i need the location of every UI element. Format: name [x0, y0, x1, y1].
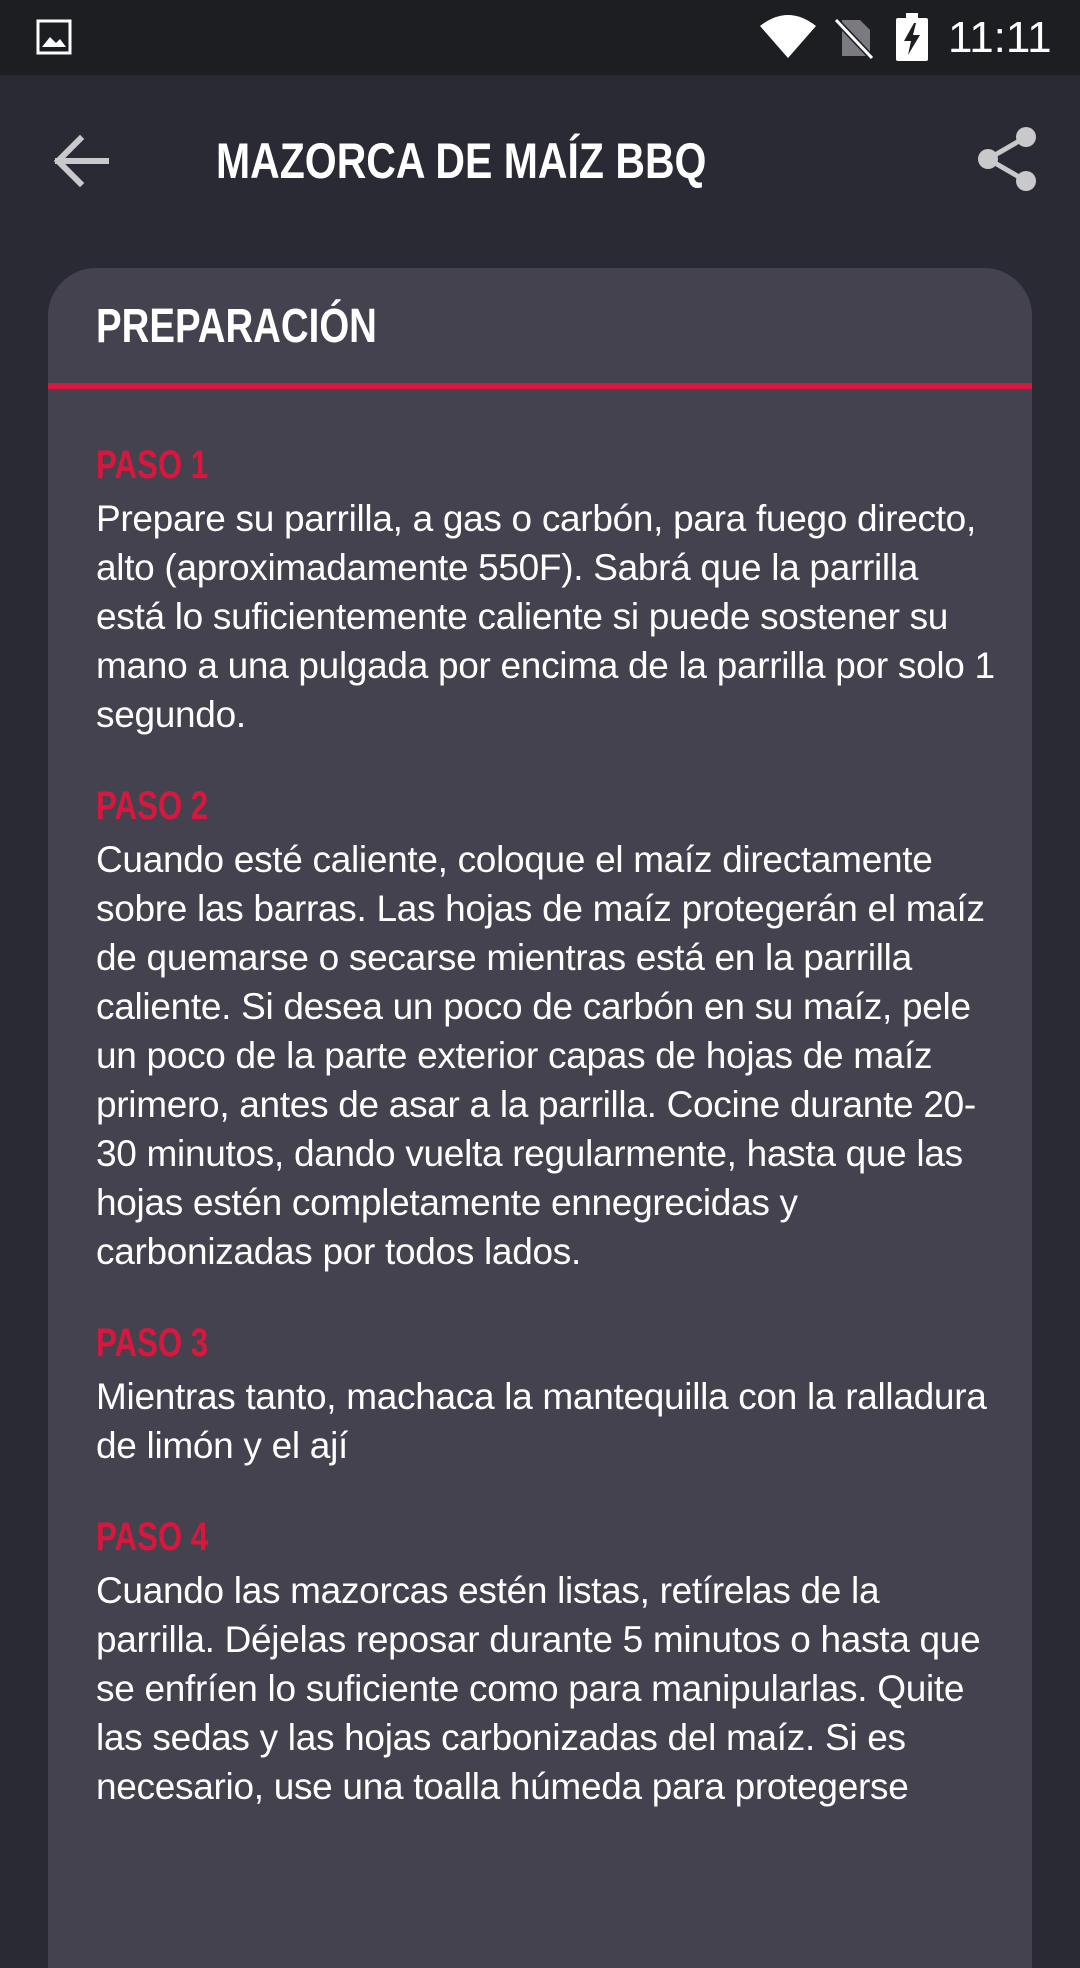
- arrow-back-icon[interactable]: [50, 127, 118, 195]
- status-clock: 11:11: [948, 13, 1052, 62]
- step-item: [96, 440, 996, 739]
- wifi-icon: [758, 14, 818, 60]
- gallery-icon: [36, 19, 72, 55]
- card-divider: [48, 383, 1032, 389]
- step-text: Cuando las mazorcas estén listas, retírelas de la parrilla. Déjelas reposar durante 5 minutos o hasta que se enfríen lo suficiente como para manipularlas. Quite las sedas y las hojas carbonizadas del maíz. Si es necesario, use una toalla húmeda para protegerse: [96, 1570, 981, 1807]
- card-title: PREPARACIÓN: [96, 300, 377, 353]
- step-label: PASO 3: [96, 1321, 209, 1365]
- card-header: [48, 268, 1032, 385]
- step-item: [96, 781, 996, 1276]
- app-bar: [0, 75, 1080, 245]
- step-item: [96, 1318, 996, 1470]
- step-label: PASO 1: [96, 443, 209, 487]
- status-bar: [0, 0, 1080, 75]
- step-label: PASO 4: [96, 1515, 209, 1559]
- step-text: Mientras tanto, machaca la mantequilla con la ralladura de limón y el ají: [96, 1376, 987, 1466]
- step-text: Prepare su parrilla, a gas o carbón, para fuego directo, alto (aproximadamente 550F). Sabrá que la parrilla está lo suficientemente caliente si puede sostener su mano a una pulgada por encima de la parrilla por solo 1 segundo.: [96, 498, 995, 735]
- preparation-card: [48, 268, 1032, 1968]
- share-icon[interactable]: [976, 125, 1040, 193]
- step-text: Cuando esté caliente, coloque el maíz directamente sobre las barras. Las hojas de maíz protegerán el maíz de quemarse o secarse mientras está en la parrilla caliente. Si desea un poco de carbón en su maíz, pele un poco de la parte exterior capas de hojas de maíz primero, antes de asar a la parrilla. Cocine durante 20-30 minutos, dando vuelta regularmente, hasta que las hojas estén completamente ennegrecidas y carbonizadas por todos lados.: [96, 839, 985, 1272]
- page-title: MAZORCA DE MAÍZ BBQ: [216, 133, 707, 189]
- step-label: PASO 2: [96, 784, 209, 828]
- step-item: [96, 1512, 996, 1811]
- steps-list: [96, 440, 996, 1853]
- battery-charging-icon: [896, 13, 928, 61]
- no-sim-icon: [834, 16, 874, 60]
